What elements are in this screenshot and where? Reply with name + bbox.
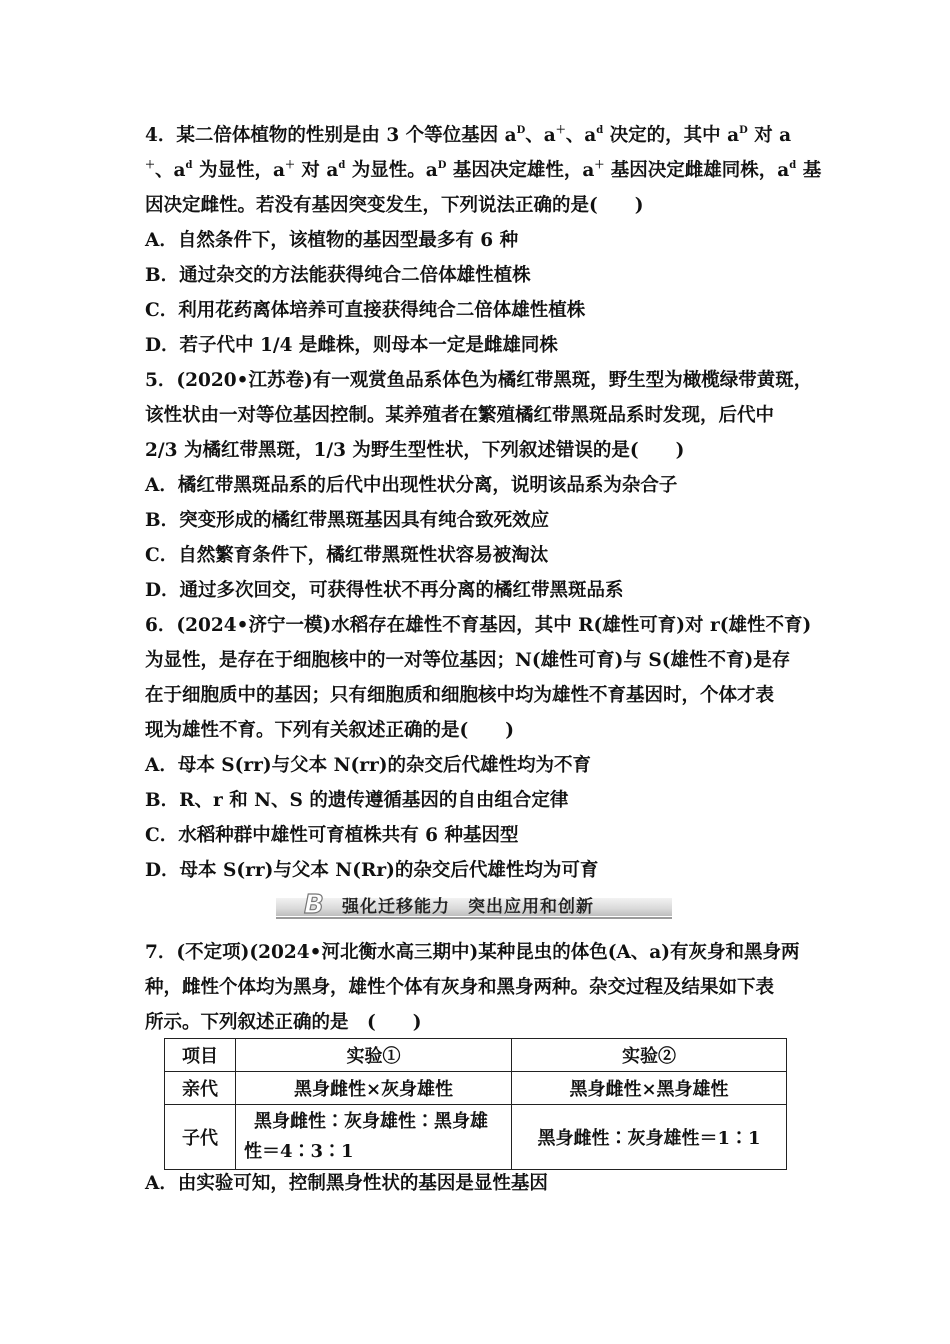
- table-header-row: [165, 1039, 787, 1072]
- q7-stem-line-1: 7．(不定项)(2024•河北衡水高三期中)某种昆虫的体色(A、a)有灰身和黑身两: [145, 942, 800, 963]
- q7-option-a: A．由实验可知，控制黑身性状的基因是显性基因: [145, 1173, 548, 1194]
- document-page: [145, 118, 825, 888]
- q6-option-b: B．R、r 和 N、S 的遗传遵循基因的自由组合定律: [145, 790, 569, 811]
- q7-stem-line-3: 所示。下列叙述正确的是 ( ): [145, 1012, 422, 1033]
- q4-option-c: C．利用花药离体培养可直接获得纯合二倍体雄性植株: [145, 300, 586, 321]
- q4-stem-line-2: ＋、$a^d$ 为显性，a＋ 对 $a^d$ 为显性。$a^D$ 基因决定雄性，a＋ 基因决定雌雄同株，$a^d$ 基: [145, 160, 822, 181]
- header-exp2: 实验②: [512, 1039, 787, 1072]
- cell-parents-exp2: 黑身雌性×黑身雄性: [512, 1072, 787, 1105]
- cell-parents-exp1: 黑身雌性×灰身雄性: [236, 1072, 512, 1105]
- q4-option-d: D．若子代中 1/4 是雌株，则母本一定是雌雄同株: [145, 335, 558, 356]
- q6-option-c: C．水稻种群中雄性可育植株共有 6 种基因型: [145, 825, 519, 846]
- q4-option-a: A．自然条件下，该植物的基因型最多有 6 种: [145, 230, 519, 251]
- q7-block: [145, 935, 825, 1040]
- q6-stem-line-1: 6．(2024•济宁一模)水稻存在雄性不育基因，其中 R(雄性可育)对 r(雄性不育): [145, 615, 812, 636]
- row-label-offspring: 子代: [165, 1105, 236, 1170]
- header-exp1: 实验①: [236, 1039, 512, 1072]
- row-label-parents: 亲代: [165, 1072, 236, 1105]
- q5-stem-line-1: 5．(2020•江苏卷)有一观赏鱼品系体色为橘红带黑斑，野生型为橄榄绿带黄斑，: [145, 370, 813, 391]
- cell-offspring-exp1-line2: 性＝4∶3∶1: [244, 1141, 354, 1162]
- q6-option-d: D．母本 S(rr)与父本 N(Rr)的杂交后代雄性均为可育: [145, 860, 599, 881]
- q6-stem-line-3: 在于细胞质中的基因；只有细胞质和细胞核中均为雄性不育基因时，个体才表: [145, 685, 775, 706]
- table-row-parents: [165, 1072, 787, 1105]
- cell-offspring-exp2: 黑身雌性∶灰身雄性＝1∶1: [512, 1105, 787, 1170]
- q6-stem-line-4: 现为雄性不育。下列有关叙述正确的是( ): [145, 720, 515, 741]
- table-row-offspring: [165, 1105, 787, 1170]
- q5-option-b: B．突变形成的橘红带黑斑基因具有纯合致死效应: [145, 510, 550, 531]
- q6-option-a: A．母本 S(rr)与父本 N(rr)的杂交后代雄性均为不育: [145, 755, 592, 776]
- q4-stem-line-1: 4．某二倍体植物的性别是由 3 个等位基因 $a^D$、a＋、$a^d$ 决定的，其中 $a^D$ 对 a: [145, 125, 792, 146]
- q4-option-b: B．通过杂交的方法能获得纯合二倍体雄性植株: [145, 265, 531, 286]
- banner-underline: [276, 917, 672, 919]
- q7-stem-line-2: 种，雌性个体均为黑身，雄性个体有灰身和黑身两种。杂交过程及结果如下表: [145, 977, 775, 998]
- q6-stem-line-2: 为显性，是存在于细胞核中的一对等位基因；N(雄性可育)与 S(雄性不育)是存: [145, 650, 791, 671]
- q7-options: [145, 1166, 825, 1201]
- q5-stem-line-2: 该性状由一对等位基因控制。某养殖者在繁殖橘红带黑斑品系时发现，后代中: [145, 405, 775, 426]
- q4-stem-line-3: 因决定雌性。若没有基因突变发生，下列说法正确的是( ): [145, 195, 644, 216]
- q5-stem-line-3: 2/3 为橘红带黑斑，1/3 为野生型性状，下列叙述错误的是( ): [145, 440, 685, 461]
- q5-option-d: D．通过多次回交，可获得性状不再分离的橘红带黑斑品系: [145, 580, 624, 601]
- cell-offspring-exp1-line1: 黑身雌性∶灰身雄性∶黑身雄: [254, 1111, 488, 1132]
- experiment-table: [164, 1038, 787, 1170]
- header-item: 项目: [165, 1039, 236, 1072]
- banner-title: 强化迁移能力 突出应用和创新: [342, 897, 594, 917]
- q5-option-c: C．自然繁育条件下，橘红带黑斑性状容易被淘汰: [145, 545, 549, 566]
- cell-offspring-exp1: [236, 1105, 512, 1170]
- q5-option-a: A．橘红带黑斑品系的后代中出现性状分离，说明该品系为杂合子: [145, 475, 678, 496]
- section-banner: [276, 888, 672, 922]
- banner-letter-b: B: [304, 890, 324, 920]
